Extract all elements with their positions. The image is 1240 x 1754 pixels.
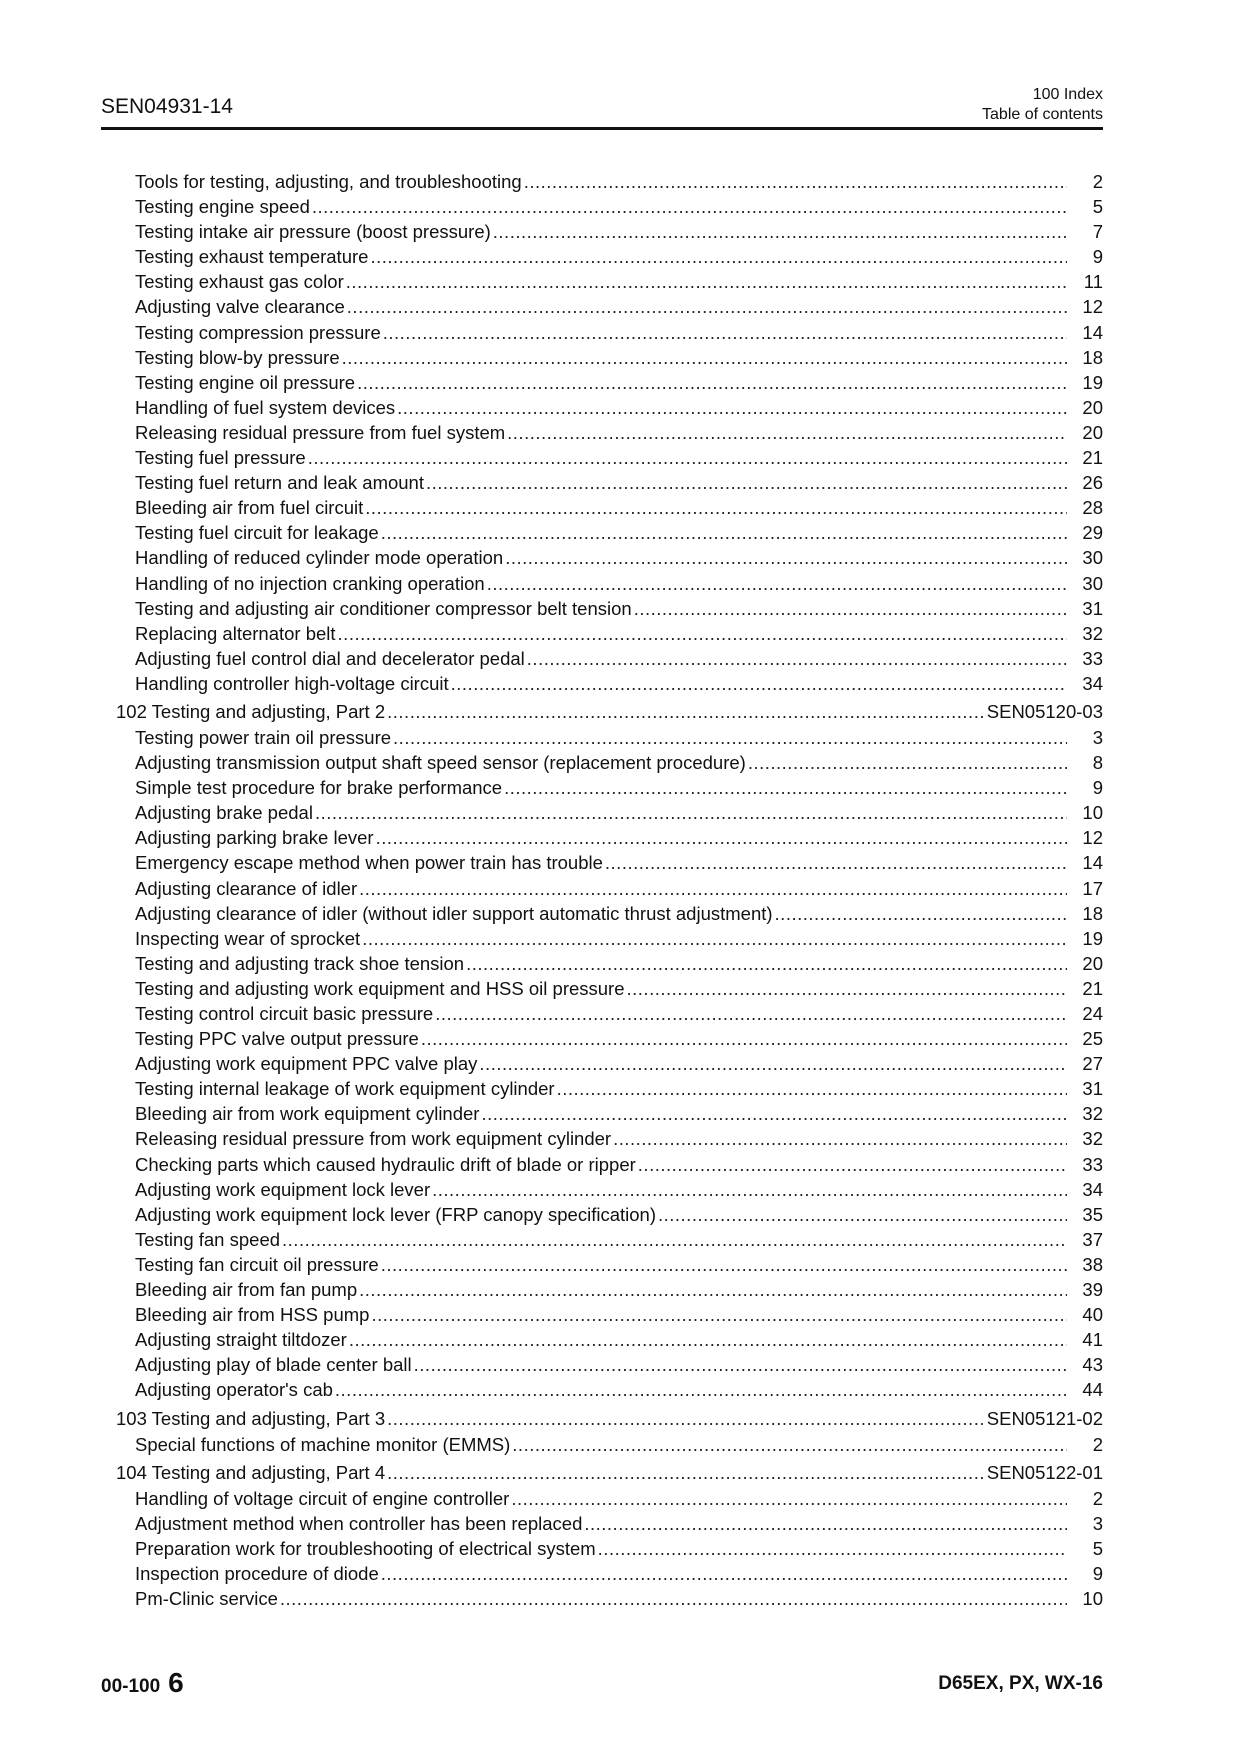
toc-entry-row[interactable] [101,547,1103,572]
toc-page-number: 32 [1082,622,1103,644]
header-divider [101,127,1103,130]
toc-page-number: 25 [1082,1028,1103,1050]
dot-leader [349,1329,1067,1351]
toc-page-number: 34 [1082,672,1103,694]
toc-page-number: 20 [1082,421,1103,443]
toc-entry-label: Testing fuel circuit for leakage [135,522,379,544]
toc-entry-row[interactable] [101,372,1103,397]
toc-entry-row[interactable] [101,1229,1103,1254]
toc-page-number: 28 [1082,497,1103,519]
toc-entry-row[interactable] [101,1513,1103,1538]
dot-leader [335,1379,1067,1401]
dot-leader [634,598,1067,620]
toc-entry-row[interactable] [101,1329,1103,1354]
toc-page-number: 37 [1082,1228,1103,1250]
dot-leader [383,322,1067,344]
toc-entry-row[interactable] [101,1304,1103,1329]
dot-leader [357,372,1067,394]
toc-entry-label: Testing engine speed [135,196,310,218]
toc-entry-row[interactable] [101,422,1103,447]
dot-leader [346,271,1067,293]
toc-entry-label: Adjusting operator's cab [135,1379,333,1401]
toc-page-number: 18 [1082,346,1103,368]
toc-entry-label: Adjusting brake pedal [135,802,313,824]
dot-leader [421,1028,1067,1050]
toc-entry-label: Handling of reduced cylinder mode operation [135,547,504,569]
toc-entry-row[interactable] [101,1204,1103,1229]
toc-entry-label: Adjusting clearance of idler [135,877,358,899]
toc-page-number: 38 [1082,1253,1103,1275]
toc-entry-row[interactable] [101,1053,1103,1078]
toc-entry-row[interactable] [101,1078,1103,1103]
toc-entry-row[interactable] [101,1379,1103,1404]
toc-entry-row[interactable] [101,598,1103,623]
toc-page-number: 33 [1082,647,1103,669]
toc-entry-row[interactable] [101,1103,1103,1128]
toc-page-number: 20 [1082,952,1103,974]
toc-page-number: 27 [1082,1053,1103,1075]
dot-leader [481,1103,1067,1125]
dot-leader [280,1588,1067,1610]
toc-entry-label: Testing exhaust gas color [135,271,344,293]
toc-page-number: 34 [1082,1178,1103,1200]
toc-page-number: 2 [1092,171,1103,192]
toc-entry-row[interactable] [101,196,1103,221]
toc-page-number: 35 [1082,1203,1103,1225]
toc-page-number: 21 [1082,447,1103,469]
toc-entry-row[interactable] [101,623,1103,648]
dot-leader [338,623,1067,645]
toc-entry-label: Testing engine oil pressure [135,371,356,393]
toc-entry-label: Testing blow-by pressure [135,346,340,368]
dot-leader [414,1354,1067,1376]
toc-entry-label: Handling controller high-voltage circuit [135,672,449,694]
toc-entry-label: Preparation work for troubleshooting of electrical system [135,1537,596,1559]
header-section-info [982,85,1103,125]
dot-leader [504,777,1067,799]
dot-leader [584,1513,1067,1535]
dot-leader [493,221,1067,243]
dot-leader [507,422,1067,444]
dot-leader [370,246,1067,268]
toc-entry-label: Replacing alternator belt [135,622,336,644]
dot-leader [557,1078,1067,1100]
toc-entry-label: Testing intake air pressure (boost pressure) [135,221,491,243]
dot-leader [397,397,1067,419]
toc-entry-label: Releasing residual pressure from work equipment cylinder [135,1128,612,1150]
toc-page-number: 12 [1082,296,1103,318]
toc-entry-row[interactable] [101,1538,1103,1563]
toc-page-number: 3 [1092,1512,1103,1534]
toc-entry-label: Testing internal leakage of work equipment cylinder [135,1078,555,1100]
dot-leader [282,1229,1067,1251]
dot-leader [748,752,1067,774]
toc-entry-row[interactable] [101,1488,1103,1513]
toc-entry-label: Testing and adjusting track shoe tension [135,952,465,974]
toc-entry-label: Bleeding air from fan pump [135,1279,358,1301]
toc-entry-row[interactable] [101,727,1103,752]
toc-entry-label: Adjusting transmission output shaft speed sensor (replacement procedure) [135,752,746,774]
toc-page-number: 43 [1082,1354,1103,1376]
dot-leader [312,196,1067,218]
toc-entry-label: Testing fuel return and leak amount [135,472,424,494]
dot-leader [605,852,1067,874]
toc-page-number: 19 [1082,371,1103,393]
toc-entry-row[interactable] [101,1003,1103,1028]
dot-leader [466,953,1067,975]
toc-entry-row[interactable] [101,1128,1103,1153]
toc-entry-row[interactable] [101,347,1103,372]
toc-entry-label: Emergency escape method when power train has trouble [135,852,603,874]
toc-entry-row[interactable] [101,397,1103,422]
toc-entry-row[interactable] [101,271,1103,296]
toc-page-number: 26 [1082,472,1103,494]
toc-page-number: 12 [1082,827,1103,849]
dot-leader [359,878,1067,900]
toc-entry-label: Adjusting valve clearance [135,296,345,318]
toc-entry-row[interactable] [101,573,1103,598]
toc-entry-label: Pm-Clinic service [135,1587,278,1609]
toc-section-row[interactable] [101,1462,1103,1488]
toc-page-number: 14 [1082,321,1103,343]
toc-section-row[interactable] [101,701,1103,727]
toc-entry-row[interactable] [101,1179,1103,1204]
dot-leader [627,978,1067,1000]
toc-entry-label: Adjusting clearance of idler (without idler support automatic thrust adjustment) [135,902,773,924]
toc-entry-row[interactable] [101,673,1103,698]
toc-entry-label: 102 Testing and adjusting, Part 2 [116,700,386,722]
toc-entry-row[interactable] [101,296,1103,321]
dot-leader [393,727,1067,749]
toc-page-number: 10 [1082,1587,1103,1609]
toc-entry-row[interactable] [101,1563,1103,1588]
toc-page-number: 33 [1082,1153,1103,1175]
toc-page-number: 5 [1092,1537,1103,1559]
dot-leader [376,827,1067,849]
toc-entry-label: Testing and adjusting work equipment and HSS oil pressure [135,977,625,999]
toc-entry-label: Adjusting play of blade center ball [135,1354,412,1376]
toc-entry-row[interactable] [101,777,1103,802]
toc-entry-row[interactable] [101,171,1103,196]
dot-leader [479,1053,1067,1075]
toc-entry-row[interactable] [101,752,1103,777]
toc-page-number: 31 [1082,1078,1103,1100]
toc-entry-row[interactable] [101,221,1103,246]
dot-leader [613,1128,1067,1150]
toc-entry-row[interactable] [101,447,1103,472]
toc-page-number: 40 [1082,1304,1103,1326]
toc-entry-row[interactable] [101,827,1103,852]
toc-entry-label: Testing and adjusting air conditioner compressor belt tension [135,597,632,619]
toc-page-number: 17 [1082,877,1103,899]
toc-entry-label: Inspecting wear of sprocket [135,927,361,949]
toc-entry-row[interactable] [101,648,1103,673]
toc-entry-label: Bleeding air from fuel circuit [135,497,364,519]
toc-page-number: 29 [1082,522,1103,544]
dot-leader [371,1304,1067,1326]
toc-page-number: 3 [1092,726,1103,748]
toc-page-number: SEN05120-03 [986,700,1103,722]
footer-model: D65EX, PX, WX-16 [938,1673,1103,1694]
toc-page-number: 2 [1092,1433,1103,1455]
toc-page-number: 32 [1082,1128,1103,1150]
dot-leader [362,928,1067,950]
toc-page-number: 9 [1092,777,1103,799]
toc-entry-row[interactable] [101,852,1103,877]
toc-entry-label: Bleeding air from HSS pump [135,1304,370,1326]
toc-page-number: 21 [1082,977,1103,999]
toc-page-number: 10 [1082,802,1103,824]
dot-leader [512,1434,1067,1456]
toc-entry-row[interactable] [101,1279,1103,1304]
toc-entry-row[interactable] [101,472,1103,497]
toc-entry-label: Testing compression pressure [135,321,381,343]
toc-entry-label: Bleeding air from work equipment cylinder [135,1103,480,1125]
toc-page-number: 30 [1082,547,1103,569]
toc-entry-label: Handling of no injection cranking operation [135,572,485,594]
dot-leader [381,1254,1067,1276]
toc-page-number: 7 [1092,221,1103,243]
dot-leader [451,673,1067,695]
toc-entry-row[interactable] [101,802,1103,827]
dot-leader [365,497,1067,519]
footer-page-id [101,1667,184,1699]
toc-entry-label: Checking parts which caused hydraulic drift of blade or ripper [135,1153,636,1175]
dot-leader [505,547,1067,569]
dot-leader [387,1462,985,1484]
toc-entry-row[interactable] [101,522,1103,547]
toc-entry-label: Adjustment method when controller has been replaced [135,1512,583,1534]
toc-page-number: 31 [1082,597,1103,619]
toc-page-number: 19 [1082,927,1103,949]
toc-page-number: SEN05122-01 [986,1461,1103,1483]
toc-entry-label: Releasing residual pressure from fuel system [135,421,506,443]
toc-entry-row[interactable] [101,322,1103,347]
toc-entry-label: Adjusting work equipment lock lever [135,1178,431,1200]
section-title: 100 Index [1032,86,1103,103]
dot-leader [487,573,1067,595]
toc-page-number: SEN05121-02 [986,1407,1103,1429]
toc-entry-label: Handling of fuel system devices [135,396,396,418]
toc-entry-label: Adjusting work equipment PPC valve play [135,1053,478,1075]
dot-leader [775,903,1067,925]
toc-entry-label: 103 Testing and adjusting, Part 3 [116,1407,386,1429]
dot-leader [658,1204,1067,1226]
toc-page-number: 41 [1082,1329,1103,1351]
toc-page-number: 2 [1092,1487,1103,1509]
toc-page-number: 18 [1082,902,1103,924]
toc-page-number: 44 [1082,1379,1103,1401]
toc-entry-row[interactable] [101,903,1103,928]
document-code: SEN04931-14 [101,95,233,118]
toc-entry-row[interactable] [101,1154,1103,1179]
table-of-contents [101,171,1103,1613]
toc-page-number: 24 [1082,1003,1103,1024]
dot-leader [432,1179,1067,1201]
toc-entry-label: Special functions of machine monitor (EMMS) [135,1433,511,1455]
dot-leader [426,472,1067,494]
toc-entry-row[interactable] [101,928,1103,953]
dot-leader [315,802,1067,824]
dot-leader [387,1408,985,1430]
toc-entry-label: Handling of voltage circuit of engine controller [135,1487,510,1509]
toc-entry-label: Testing PPC valve output pressure [135,1028,419,1050]
dot-leader [387,701,985,723]
toc-entry-label: Testing fan speed [135,1228,281,1250]
toc-page-number: 5 [1092,196,1103,218]
toc-entry-row[interactable] [101,978,1103,1003]
footer-page-number: 6 [168,1667,184,1698]
toc-entry-row[interactable] [101,953,1103,978]
toc-entry-label: Testing fuel pressure [135,447,306,469]
toc-entry-row[interactable] [101,1354,1103,1379]
toc-entry-label: Testing control circuit basic pressure [135,1003,434,1024]
toc-entry-row[interactable] [101,878,1103,903]
dot-leader [308,447,1067,469]
toc-page-number: 8 [1092,752,1103,774]
toc-entry-label: Adjusting fuel control dial and decelerator pedal [135,647,525,669]
dot-leader [381,522,1067,544]
toc-entry-row[interactable] [101,497,1103,522]
toc-entry-row[interactable] [101,1028,1103,1053]
toc-entry-label: Inspection procedure of diode [135,1562,379,1584]
toc-page-number: 11 [1083,271,1103,293]
toc-page-number: 9 [1092,1562,1103,1584]
dot-leader [342,347,1067,369]
toc-page-number: 30 [1082,572,1103,594]
dot-leader [347,296,1067,318]
toc-entry-row[interactable] [101,1588,1103,1613]
dot-leader [527,648,1067,670]
toc-entry-row[interactable] [101,1254,1103,1279]
toc-entry-label: Testing power train oil pressure [135,726,392,748]
toc-entry-label: Simple test procedure for brake performance [135,777,503,799]
dot-leader [524,171,1067,193]
toc-entry-label: Adjusting parking brake lever [135,827,374,849]
toc-page-number: 9 [1092,246,1103,268]
toc-section-row[interactable] [101,1408,1103,1434]
toc-entry-label: Tools for testing, adjusting, and troubleshooting [135,171,522,192]
toc-entry-row[interactable] [101,1434,1103,1459]
toc-page-number: 39 [1082,1279,1103,1301]
dot-leader [598,1538,1067,1560]
toc-entry-label: Testing fan circuit oil pressure [135,1253,379,1275]
toc-entry-label: Testing exhaust temperature [135,246,369,268]
toc-page-number: 14 [1082,852,1103,874]
footer-page-code: 00-100 [101,1676,161,1697]
dot-leader [435,1003,1067,1025]
toc-entry-label: 104 Testing and adjusting, Part 4 [116,1461,386,1483]
toc-entry-label: Adjusting straight tiltdozer [135,1329,347,1351]
dot-leader [638,1154,1067,1176]
toc-entry-row[interactable] [101,246,1103,271]
dot-leader [511,1488,1067,1510]
toc-page-number: 20 [1082,396,1103,418]
dot-leader [381,1563,1067,1585]
toc-page-number: 32 [1082,1103,1103,1125]
toc-entry-label: Adjusting work equipment lock lever (FRP canopy specification) [135,1203,656,1225]
section-subtitle: Table of contents [982,106,1103,123]
dot-leader [359,1279,1067,1301]
